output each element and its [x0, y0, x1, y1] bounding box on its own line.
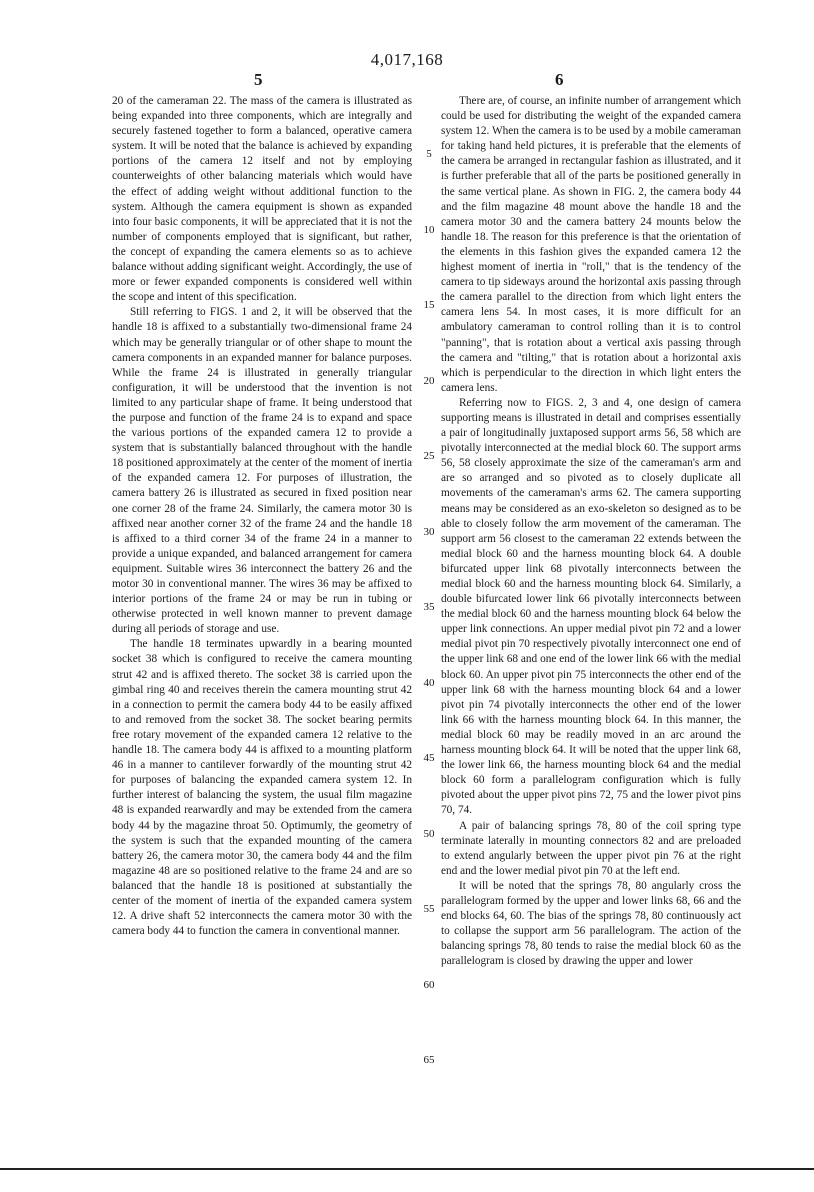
line-number: 45: [423, 752, 435, 764]
line-number: 10: [423, 224, 435, 236]
line-number: 60: [423, 979, 435, 991]
left-paragraph: 20 of the cameraman 22. The mass of the camera is illustrated as being expanded into three components, which are integrally and securely fastened together to form a balanced, operative camera system. It will be noted that the balance is achieved by expanding portions of the camera 12 itself and not by employing counterweights of other balancing materials which would have the effect of adding weight without additional function to the system. Although the camera equipment is shown as expanded into four basic components, it will be appreciated that it is not the number of components employed that is significant, but rather, the concept of expanding the camera elements so as to achieve balance without adding significant weight. Accordingly, the use of more or fewer expanded components is considered well within the scope and intent of this specification.: [112, 95, 412, 304]
left-paragraph: Still referring to FIGS. 1 and 2, it will be observed that the handle 18 is affixed to a substantially two-dimensional frame 24 which may be generally triangular or of other shape to mount the camera components in an expanded manner for balance purposes. While the frame 24 is illustrated in generally triangular configuration, it will be understood that the invention is not limited to any particular shape of frame. It being understood that the purpose and function of the frame 24 is to expand and space the various portions of the expanded camera 12 to provide a system that is substantially balanced throughout with the handle 18 positioned approximately at the center of the moment of inertia of the expanded camera 12. For purposes of illustration, the camera battery 26 is illustrated as secured in fixed position near one corner 28 of the frame 24. Similarly, the camera motor 30 is affixed near another corner 32 of the frame 24 and the handle 18 is affixed to a third corner 34 of the frame 24 in a manner to provide a unique expanded, and balanced arrangement for camera equipment. Suitable wires 36 interconnect the battery 26 and the motor 30 in conventional manner. The wires 36 may be affixed to interior portions of the frame 24 or may be run in tubing or otherwise protected in well known manner to prevent damage during all periods of storage and use.: [112, 306, 412, 636]
line-number: 15: [423, 299, 435, 311]
line-number: 25: [423, 450, 435, 462]
left-paragraph: The handle 18 terminates upwardly in a bearing mounted socket 38 which is configured to receive the camera mounting strut 42 and is affixed thereto. The socket 38 is carried upon the gimbal ring 40 and receives therein the camera mounting strut 42 in a connection to permit the camera body 44 to be easily affixed to and removed from the socket 38. The socket bearing permits free rotary movement of the expanded camera 12 relative to the handle 18. The camera body 44 is affixed to a mounting platform 46 in a manner to cantilever forwardly of the mounting strut 42 for purposes of balancing the expanded camera system 12. In further interest of balancing the system, the usual film magazine 48 is expanded rearwardly and may be extended from the camera body 44 by the magazine throat 50. Optimumly, the geometry of the system is such that the expanded mounting of the camera battery 26, the camera motor 30, the camera body 44 and the film magazine 48 are so positioned relative to the frame 24 and are so balanced that the handle 18 is positioned at substantially the center of the moment of inertia of the expanded camera system 12. A drive shaft 52 interconnects the camera motor 30 with the camera body 44 to function the camera in conventional manner.: [112, 638, 412, 938]
line-number: 65: [423, 1054, 435, 1066]
right-column-number: 6: [555, 70, 564, 89]
line-number: 50: [423, 828, 435, 840]
left-text-column: [112, 94, 412, 939]
line-number: 40: [423, 677, 435, 689]
right-paragraph: Referring now to FIGS. 2, 3 and 4, one design of camera supporting means is illustrated in detail and comprises essentially a pair of longitudinally juxtaposed support arms 56, 58 which are pivotally interconnected at the medial block 60. The support arms 56, 58 closely approximate the size of the cameraman's arm and are so arranged and so pivoted as to closely duplicate all movements of the cameraman's arms 62. The camera supporting means may be considered as an exo-skeleton so designed as to be able to closely follow the arm movement of the cameraman. The support arm 56 closest to the cameraman 22 extends between the medial block 60 and the harness mounting block 64. A double bifurcated upper link 68 pivotally interconnects between the medial block 60 and the harness mounting block 64. Similarly, a double bifurcated lower link 66 pivotally interconnects between the medial block 60 and the harness mounting block 64 below the upper link connections. An upper medial pivot pin 72 and a lower medial pivot pin 70 respectively pivotally interconnect one end of the upper link 68 and one end of the lower link 66 with the medial block 60. An upper pivot pin 75 interconnects the other end of the upper link 68 with the harness mounting block 64 and a lower pivot pin 74 pivotally interconnects the other end of the lower link 66 with the harness mounting block 64. In this manner, the medial block 60 may be readily moved in an arc around the harness mounting block 64. It will be noted that the upper link 68, the lower link 66, the harness mounting block 64 and the medial block 60 form a parallelogram configuration which is fully pivoted about the upper pivot pins 72, 75 and the lower pivot pins 70, 74.: [441, 396, 741, 817]
line-number: 5: [426, 148, 432, 160]
line-number: 55: [423, 903, 435, 915]
bottom-rule: [0, 1168, 814, 1170]
line-number: 35: [423, 601, 435, 613]
patent-number: 4,017,168: [370, 50, 444, 69]
left-column-number: 5: [254, 70, 263, 89]
line-number: 20: [423, 375, 435, 387]
right-paragraph: A pair of balancing springs 78, 80 of the coil spring type terminate laterally in mounting connectors 82 and are preloaded to extend angularly between the upper pivot pin 76 at the right end and the lower medial pivot pin 70 at the left end.: [441, 819, 741, 877]
right-text-column: [441, 94, 741, 969]
right-paragraph: There are, of course, an infinite number of arrangement which could be used for distributing the weight of the expanded camera system 12. When the camera is to be used by a mobile cameraman for taking hand held pictures, it is preferable that the elements of the camera be arranged in rectangular fashion as illustrated, and it is further preferable that all of the parts be positioned generally in the same vertical plane. As shown in FIG. 2, the camera body 44 and the film magazine 48 mount above the handle 18 and the camera motor 30 and the camera battery 24 mounts below the handle 18. The reason for this preference is that the orientation of the elements in this fashion gives the expanded camera 12 the highest moment of inertia in "roll," that is the tendency of the camera to tip sideways around the horizontal axis passing through the camera parallel to the direction from which light enters the camera lens 54. In most cases, it is more difficult for an ambulatory cameraman to control rolling than it is to control "panning", that is rotation about a vertical axis passing through the camera and "tilting," that is rotation about a horizontal axis which is perpendicular to the direction in which light enters the camera lens.: [441, 95, 742, 394]
right-paragraph: It will be noted that the springs 78, 80 angularly cross the parallelogram formed by the upper and lower links 68, 66 and the end blocks 64, 60. The bias of the springs 78, 80 continuously act to collapse the support arm 56 parallelogram. The action of the balancing springs 78, 80 tends to raise the medial block 60 as the parallelogram is closed by drawing the upper and lower: [441, 879, 741, 968]
line-number: 30: [423, 526, 435, 538]
